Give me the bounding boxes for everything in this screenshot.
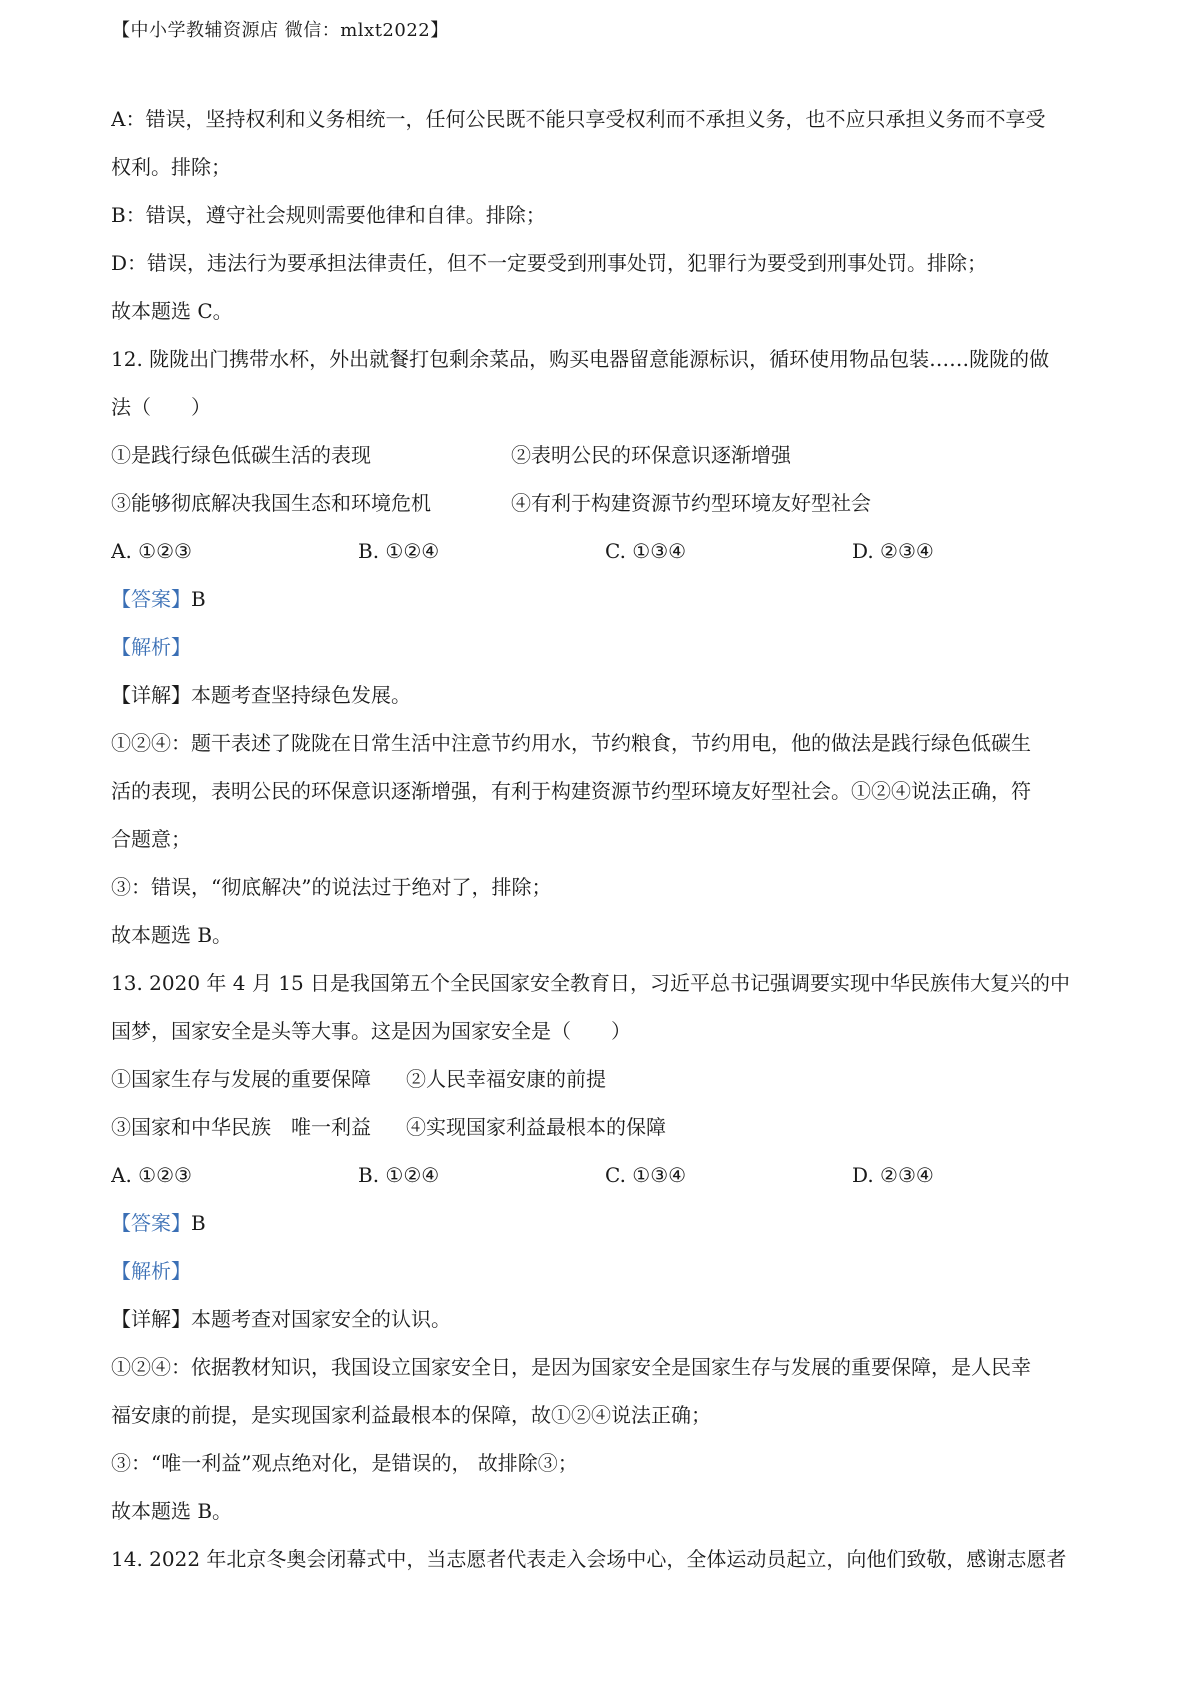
q11-explanation-d: D：错误，违法行为要承担法律责任，但不一定要受到刑事处罚，犯罪行为要受到刑事处罚。排除； bbox=[111, 251, 988, 275]
q12-exp2: ③：错误，“彻底解决”的说法过于绝对了，排除； bbox=[111, 875, 552, 899]
q12-option-c: C. ①③④ bbox=[605, 539, 687, 563]
q12-statement-1: ①是践行绿色低碳生活的表现 bbox=[111, 443, 371, 467]
q12-exp1-line3: 合题意； bbox=[111, 827, 191, 851]
q13-statement-4: ④实现国家利益最根本的保障 bbox=[406, 1115, 666, 1139]
q13-answer-value: B bbox=[191, 1211, 206, 1235]
q13-option-b: B. ①②④ bbox=[358, 1163, 440, 1187]
q13-detail bbox=[111, 1295, 1101, 1343]
q13-option-c: C. ①③④ bbox=[605, 1163, 687, 1187]
q12-exp1-line2: 活的表现，表明公民的环保意识逐渐增强，有利于构建资源节约型环境友好型社会。①②④说法正确，符 bbox=[111, 779, 1031, 803]
q12-statement-3: ③能够彻底解决我国生态和环境危机 bbox=[111, 491, 431, 515]
q12-statements-row2 bbox=[111, 479, 1101, 527]
q13-exp1-line2: 福安康的前提，是实现国家利益最根本的保障，故①②④说法正确； bbox=[111, 1403, 711, 1427]
watermark-header: 【中小学教辅资源店 微信：mlxt2022】 bbox=[112, 20, 449, 41]
q13-options bbox=[111, 1151, 1101, 1199]
q12-statement-2: ②表明公民的环保意识逐渐增强 bbox=[511, 443, 791, 467]
q11-conclusion: 故本题选 C。 bbox=[111, 299, 233, 323]
q13-answer-label: 【答案】 bbox=[111, 1211, 191, 1235]
document-body bbox=[111, 95, 1101, 1583]
q12-analysis bbox=[111, 623, 1101, 671]
q12-options bbox=[111, 527, 1101, 575]
q13-option-d: D. ②③④ bbox=[852, 1163, 934, 1187]
q13-statement-2: ②人民幸福安康的前提 bbox=[406, 1067, 606, 1091]
q13-statements-row1 bbox=[111, 1055, 1101, 1103]
q13-exp1-line1: ①②④：依据教材知识，我国设立国家安全日，是因为国家安全是国家生存与发展的重要保障，是人民幸 bbox=[111, 1355, 1031, 1379]
q12-detail bbox=[111, 671, 1101, 719]
q13-stem-line2: 国梦，国家安全是头等大事。这是因为国家安全是（ ） bbox=[111, 1019, 631, 1043]
q12-option-d: D. ②③④ bbox=[852, 539, 934, 563]
q12-exp1-line1: ①②④：题干表述了陇陇在日常生活中注意节约用水，节约粮食，节约用电，他的做法是践行绿色低碳生 bbox=[111, 731, 1031, 755]
q12-option-a: A. ①②③ bbox=[111, 539, 192, 563]
q12-detail-label: 【详解】 bbox=[111, 683, 191, 707]
q12-option-b: B. ①②④ bbox=[358, 539, 440, 563]
q11-explanation-b: B：错误，遵守社会规则需要他律和自律。排除； bbox=[111, 203, 546, 227]
q13-statement-3: ③国家和中华民族 唯一利益 bbox=[111, 1115, 371, 1139]
q13-answer bbox=[111, 1199, 1101, 1247]
q12-statement-4: ④有利于构建资源节约型环境友好型社会 bbox=[511, 491, 871, 515]
q13-conclusion: 故本题选 B。 bbox=[111, 1499, 233, 1523]
q13-option-a: A. ①②③ bbox=[111, 1163, 192, 1187]
q12-answer-label: 【答案】 bbox=[111, 587, 191, 611]
q12-stem-line2: 法（ ） bbox=[111, 395, 211, 419]
q11-explanation-a-line2: 权利。排除； bbox=[111, 155, 231, 179]
q13-stem-line1: 13. 2020 年 4 月 15 日是我国第五个全民国家安全教育日，习近平总书记强调要实现中华民族伟大复兴的中 bbox=[111, 971, 1071, 995]
q13-detail-text: 本题考查对国家安全的认识。 bbox=[191, 1307, 451, 1331]
q13-detail-label: 【详解】 bbox=[111, 1307, 191, 1331]
q13-analysis-label: 【解析】 bbox=[111, 1259, 191, 1283]
q12-conclusion: 故本题选 B。 bbox=[111, 923, 233, 947]
q13-analysis bbox=[111, 1247, 1101, 1295]
q11-explanation-a-line1: A：错误，坚持权利和义务相统一，任何公民既不能只享受权利而不承担义务，也不应只承担义务而不享受 bbox=[111, 107, 1046, 131]
q12-analysis-label: 【解析】 bbox=[111, 635, 191, 659]
q12-stem-line1: 12. 陇陇出门携带水杯，外出就餐打包剩余菜品，购买电器留意能源标识，循环使用物品包装……陇陇的做 bbox=[111, 347, 1050, 371]
q12-statements-row1 bbox=[111, 431, 1101, 479]
q13-statements-row2 bbox=[111, 1103, 1101, 1151]
q13-statement-1: ①国家生存与发展的重要保障 bbox=[111, 1067, 371, 1091]
q12-answer-value: B bbox=[191, 587, 206, 611]
q12-answer bbox=[111, 575, 1101, 623]
q13-exp2: ③：“唯一利益”观点绝对化，是错误的， 故排除③； bbox=[111, 1451, 578, 1475]
q14-stem-line1: 14. 2022 年北京冬奥会闭幕式中，当志愿者代表走入会场中心，全体运动员起立，向他们致敬，感谢志愿者 bbox=[111, 1547, 1067, 1571]
q12-detail-text: 本题考查坚持绿色发展。 bbox=[191, 683, 411, 707]
